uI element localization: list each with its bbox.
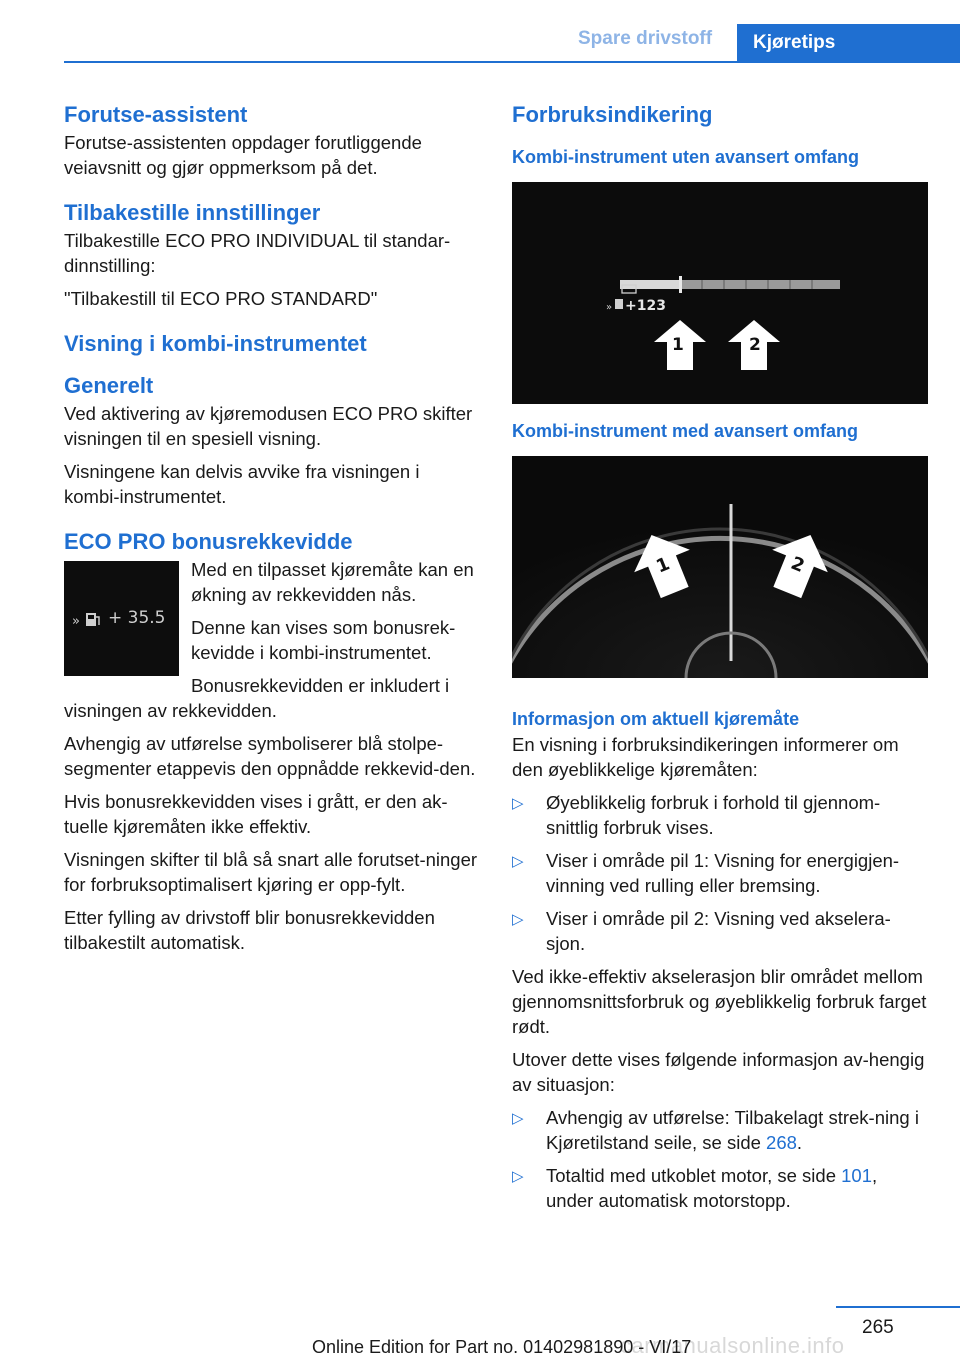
right-column: [512, 100, 928, 1221]
paragraph: "Tilbakestill til ECO PRO STANDARD": [64, 288, 378, 309]
list-item: ▷ Avhengig av utførelse: Tilbakelagt strek-ning i Kjøretilstand seile, se side 268.: [512, 1107, 919, 1153]
triangle-bullet-icon: ▷: [512, 911, 524, 928]
paragraph: Utover dette vises følgende informasjon av-hengig av situasjon:: [512, 1049, 925, 1095]
header-tab-kjoretips[interactable]: Kjøretips: [737, 24, 960, 61]
header-divider: [64, 61, 960, 63]
list-item: ▷ Viser i område pil 1: Visning for energigjen-vinning ved rulling eller bremsing.: [512, 850, 900, 896]
paragraph: Etter fylling av drivstoff blir bonusrekkevidden tilbakestilt automatisk.: [64, 907, 435, 953]
eco-pro-bonus-figure: [64, 561, 179, 676]
arrow-1-label: 1: [653, 553, 673, 578]
triangle-bullet-icon: ▷: [512, 1168, 524, 1185]
paragraph: En visning i forbruksindikeringen informerer om den øyeblikkelige kjøremåten:: [512, 734, 899, 780]
paragraph: Hvis bonusrekkevidden vises i grått, er den ak-tuelle kjøremåten ikke effektiv.: [64, 791, 448, 837]
paragraph: Med en tilpasset kjøremåte kan en økning av rekkevidden nås.: [191, 559, 474, 605]
paragraph: Avhengig av utførelse symboliserer blå stolpe-segmenter etappevis den oppnådde rekkevid-den.: [64, 733, 476, 779]
heading-uten-avansert: Kombi-instrument uten avansert omfang: [512, 147, 860, 167]
svg-text:»: »: [606, 302, 613, 313]
edition-note: Online Edition for Part no. 01402981890 - VI/17: [312, 1337, 692, 1357]
arrow-2-label: 2: [749, 335, 761, 355]
list-item: ▷ Viser i område pil 2: Visning ved akselera-sjon.: [512, 908, 891, 954]
svg-text:»: »: [72, 614, 80, 629]
left-column: [64, 100, 478, 963]
arrow-1-label: 1: [672, 335, 684, 355]
bullet-list-2: [512, 1105, 928, 1213]
gauge-illustration: [512, 456, 928, 678]
paragraph: Visningen skifter til blå så snart alle forutset-ninger for forbruksoptimalisert kjøring er opp-fylt.: [64, 849, 478, 895]
paragraph: Tilbakestille ECO PRO INDIVIDUAL til standar-dinnstilling:: [64, 230, 451, 276]
heading-forbruksindikering: Forbruksindikering: [512, 102, 713, 127]
header-tab-spare-drivstoff[interactable]: Spare drivstoff: [578, 28, 713, 49]
paragraph: Ved aktivering av kjøremodusen ECO PRO skifter visningen til en spesiell visning.: [64, 403, 473, 449]
triangle-bullet-icon: ▷: [512, 1110, 524, 1127]
triangle-bullet-icon: ▷: [512, 795, 524, 812]
heading-generelt: Generelt: [64, 373, 154, 398]
list-item: ▷ Øyeblikkelig forbruk i forhold til gjennom-snittlig forbruk vises.: [512, 792, 881, 838]
triangle-bullet-icon: ▷: [512, 853, 524, 870]
heading-visning: Visning i kombi-instrumentet: [64, 331, 367, 356]
figure-instrument-advanced: [512, 456, 928, 678]
bonus-range-reading: + 35.5: [108, 608, 166, 628]
footer-divider: [836, 1306, 960, 1308]
consumption-bar-illustration: [512, 182, 928, 404]
figure-instrument-basic: [512, 182, 928, 404]
page-link-101[interactable]: 101: [841, 1165, 872, 1186]
heading-med-avansert: Kombi-instrument med avansert omfang: [512, 421, 859, 441]
watermark: carmanualsonline.info: [620, 1333, 845, 1358]
paragraph: Denne kan vises som bonusrek-kevidde i kombi-instrumentet.: [191, 617, 456, 663]
heading-eco-pro-bonus: ECO PRO bonusrekkevidde: [64, 529, 353, 554]
heading-informasjon: Informasjon om aktuell kjøremåte: [512, 709, 800, 729]
bullet-list-1: [512, 790, 928, 956]
list-item: ▷ Totaltid med utkoblet motor, se side 101, under automatisk motorstopp.: [512, 1165, 878, 1211]
fig1-range-reading: +123: [625, 298, 666, 314]
paragraph: Forutse-assistenten oppdager forutliggende veiavsnitt og gjør oppmerksom på det.: [64, 132, 422, 178]
page-number: 265: [862, 1317, 894, 1338]
paragraph: Visningene kan delvis avvike fra visningen i kombi-instrumentet.: [64, 461, 420, 507]
paragraph: Ved ikke-effektiv akselerasjon blir området mellom gjennomsnittsforbruk og øyeblikkelig forbruk farget rødt.: [512, 966, 927, 1037]
arrow-2-label: 2: [787, 552, 808, 577]
heading-tilbakestille: Tilbakestille innstillinger: [64, 200, 321, 225]
page-link-268[interactable]: 268: [766, 1132, 797, 1153]
heading-forutse-assistent: Forutse-assistent: [64, 102, 248, 127]
paragraph: Bonusrekkevidden er inkludert i visningen av rekkevidden.: [64, 675, 450, 721]
